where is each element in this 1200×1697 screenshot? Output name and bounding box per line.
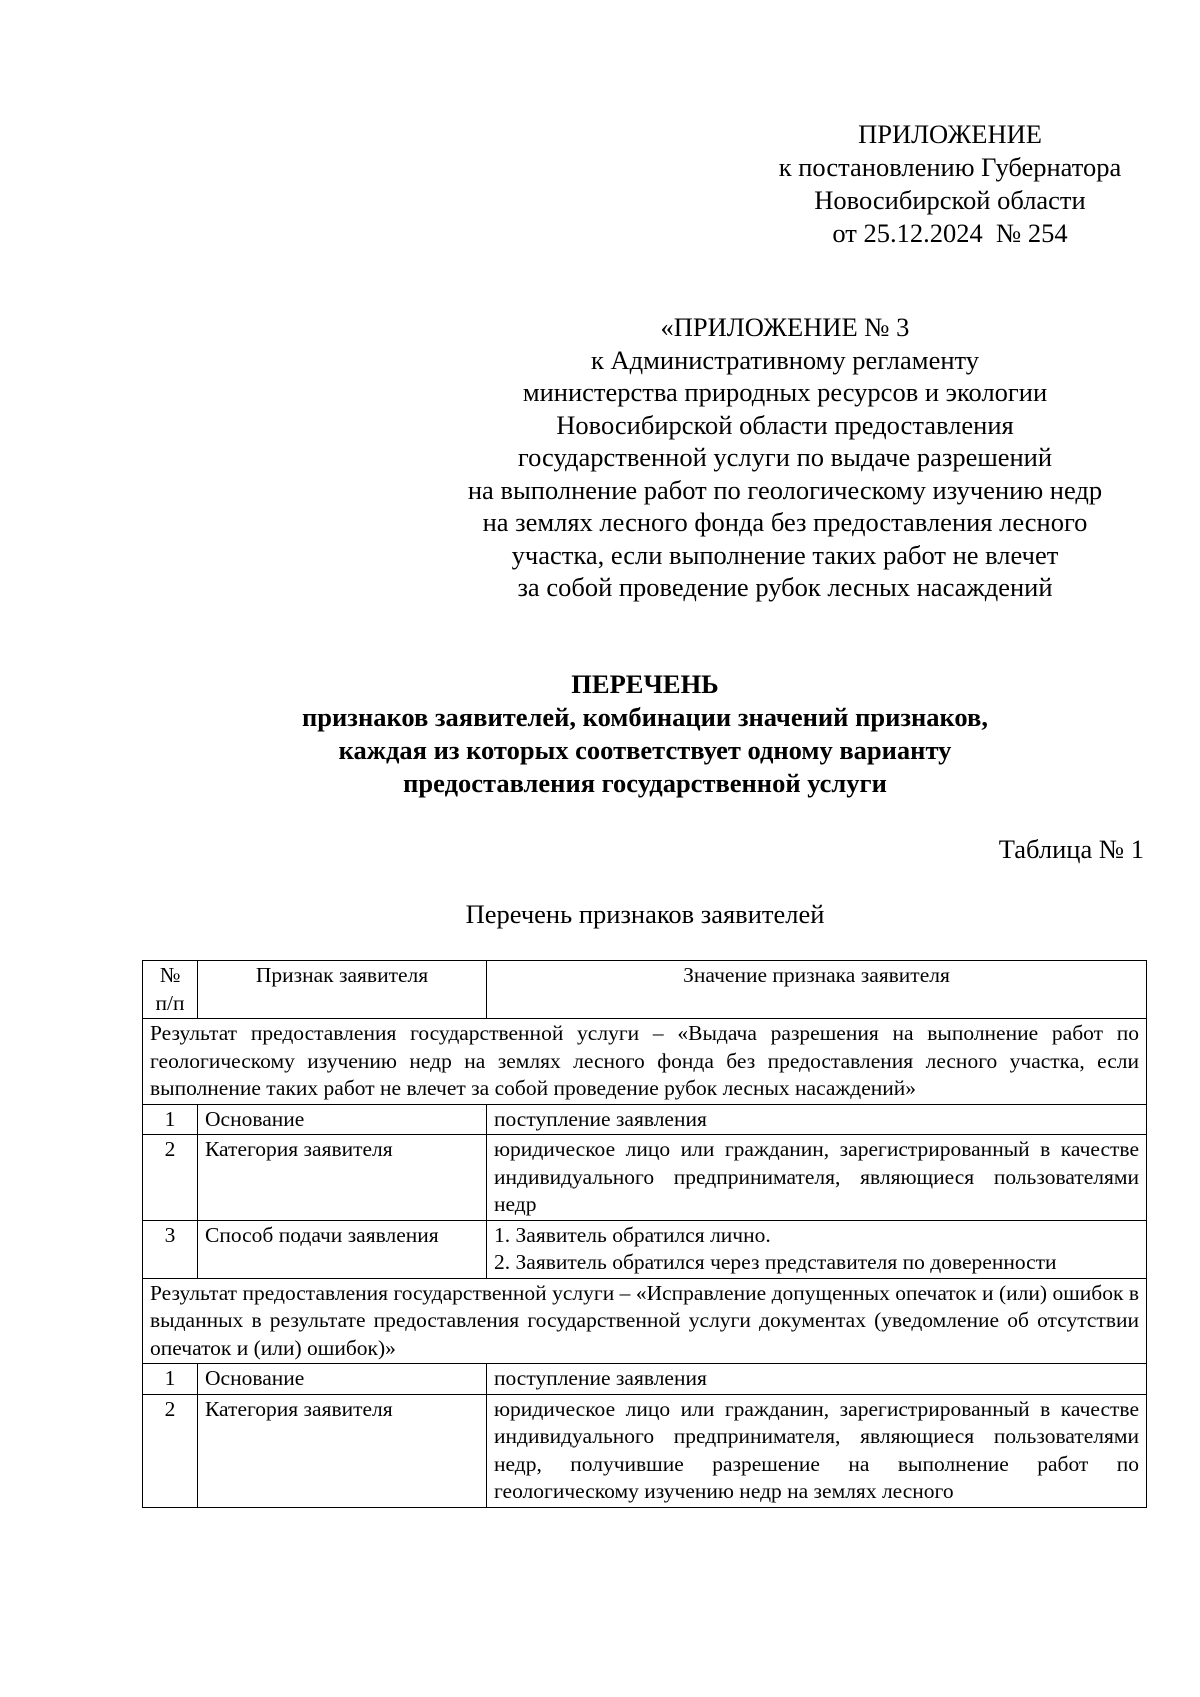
appendix-line: на землях лесного фонда без предоставления лесного	[482, 507, 1088, 537]
appendix-line: к Административному регламенту	[591, 344, 979, 375]
row-attribute: Способ подачи заявления	[198, 1220, 487, 1278]
appendix-line: на выполнение работ по геологическому изучению недр	[467, 474, 1103, 505]
value-line: юридическое лицо или гражданин, зарегистрированный в качестве индивидуального предпринимателя, являющиеся пользователями недр, получившие разрешение на выполнение работ по геологическому изучению недр на землях лесного	[494, 1396, 1139, 1503]
row-attribute: Категория заявителя	[198, 1135, 487, 1221]
row-value	[487, 1220, 1147, 1278]
row-value	[487, 1135, 1147, 1221]
table-header-row	[143, 961, 1147, 1019]
document-title	[145, 668, 1145, 800]
value-line: 2. Заявитель обратился через представителя по доверенности	[494, 1250, 1057, 1274]
appendix-line: «ПРИЛОЖЕНИЕ № 3	[660, 312, 910, 342]
appendix-block	[430, 311, 1140, 604]
title-line: предоставления государственной услуги	[403, 768, 887, 798]
row-attribute: Категория заявителя	[198, 1394, 487, 1507]
appendix-line: государственной услуги по выдаче разрешений	[517, 442, 1053, 472]
section-title: Результат предоставления государственной услуги – «Выдача разрешения на выполнение работ по геологическому изучению недр на землях лесного фонда без предоставления лесного участка, если выполнение таких работ не влечет за собой проведение рубок лесных насаждений»	[143, 1019, 1147, 1105]
row-attribute: Основание	[198, 1364, 487, 1395]
value-line: поступление заявления	[494, 1366, 707, 1390]
table-row	[143, 1364, 1147, 1395]
table-row	[143, 1104, 1147, 1135]
header-num: № п/п	[143, 961, 198, 1019]
header-attribute: Признак заявителя	[198, 961, 487, 1019]
value-line: 1. Заявитель обратился лично.	[494, 1222, 771, 1247]
section-title: Результат предоставления государственной услуги – «Исправление допущенных опечаток и (или) ошибок в выданных в результате предоставления государственной услуги документах (уведомление об отсутствии опечаток и (или) ошибок)»	[143, 1278, 1147, 1364]
section-row	[143, 1278, 1147, 1364]
row-value	[487, 1364, 1147, 1395]
table-row	[143, 1135, 1147, 1221]
appendix-line: Новосибирской области предоставления	[556, 409, 1014, 440]
appendix-line: за собой проведение рубок лесных насаждений	[517, 572, 1053, 602]
row-value	[487, 1394, 1147, 1507]
row-num: 1	[143, 1364, 198, 1395]
row-value	[487, 1104, 1147, 1135]
approval-block	[690, 118, 1200, 250]
table-row	[143, 1394, 1147, 1507]
row-num: 1	[143, 1104, 198, 1135]
row-num: 2	[143, 1394, 198, 1507]
title-line: ПЕРЕЧЕНЬ	[571, 669, 719, 699]
header-value: Значение признака заявителя	[487, 961, 1147, 1019]
row-num: 2	[143, 1135, 198, 1221]
title-line: признаков заявителей, комбинации значений признаков,	[302, 702, 988, 732]
attributes-table	[142, 960, 1147, 1508]
table-row	[143, 1220, 1147, 1278]
approval-line: от 25.12.2024 № 254	[832, 218, 1068, 248]
value-line: поступление заявления	[494, 1106, 707, 1131]
table-number: Таблица № 1	[998, 834, 1144, 864]
appendix-line: участка, если выполнение таких работ не влечет	[511, 539, 1059, 570]
value-line: юридическое лицо или гражданин, зарегистрированный в качестве индивидуального предпринимателя, являющиеся пользователями недр	[494, 1137, 1139, 1216]
row-attribute: Основание	[198, 1104, 487, 1135]
appendix-line: министерства природных ресурсов и экологии	[522, 377, 1048, 407]
section-row	[143, 1019, 1147, 1105]
approval-line: ПРИЛОЖЕНИЕ	[858, 119, 1042, 149]
approval-line: к постановлению Губернатора	[778, 152, 1122, 182]
row-num: 3	[143, 1220, 198, 1278]
table-caption: Перечень признаков заявителей	[465, 899, 825, 929]
approval-line: Новосибирской области	[814, 185, 1086, 215]
title-line: каждая из которых соответствует одному варианту	[338, 735, 952, 765]
